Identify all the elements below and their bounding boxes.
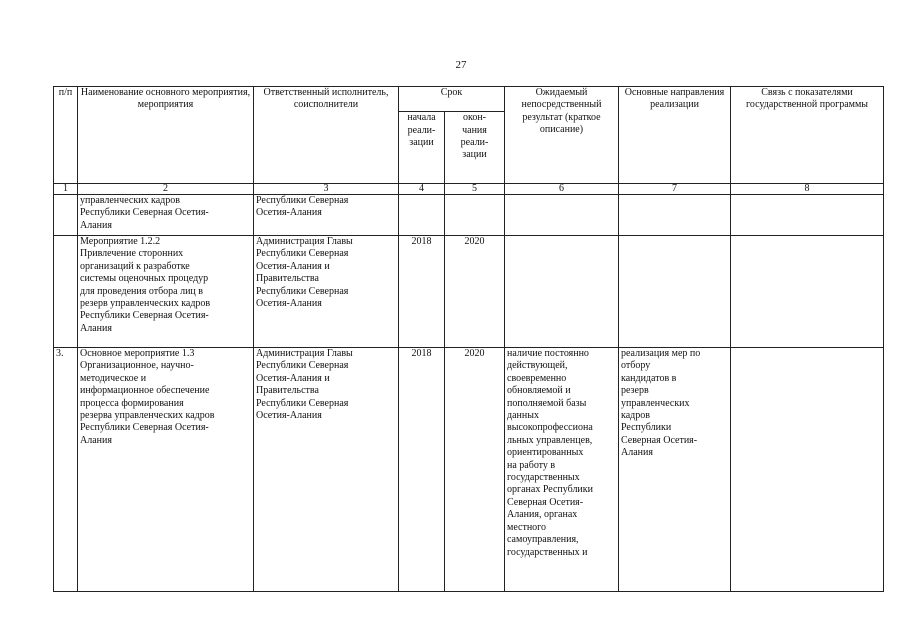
row-directions: реализация мер по отбору кандидатов в резерв управленческих кадров Республики Северная Осетия- Алания [619, 348, 731, 592]
row-directions [619, 236, 731, 348]
column-number: 6 [505, 184, 619, 195]
header-result: Ожидаемый непосредственный результат (краткое описание) [505, 87, 619, 184]
row-end: 2020 [445, 348, 505, 592]
row-responsible: Республики Северная Осетия-Алания [254, 195, 399, 236]
row-start: 2018 [399, 348, 445, 592]
header-name: Наименование основного мероприятия, мероприятия [78, 87, 254, 184]
row-name: управленческих кадров Республики Северная Осетия- Алания [78, 195, 254, 236]
column-number: 8 [731, 184, 884, 195]
row-responsible: Администрация Главы Республики Северная Осетия-Алания и Правительства Республики Северная Осетия-Алания [254, 348, 399, 592]
column-number: 7 [619, 184, 731, 195]
measures-table [53, 86, 884, 592]
header-directions: Основные направления реализации [619, 87, 731, 184]
column-number: 3 [254, 184, 399, 195]
header-term: Срок [399, 87, 505, 112]
row-result: наличие постоянно действующей, своевременно обновляемой и пополняемой базы данных высокопрофессиона льных управленцев, ориентированных на работу в государственных органах Республики Северная Осетия- Алания, органах местного самоуправления, государственных и [505, 348, 619, 592]
table-row [54, 236, 884, 348]
row-responsible: Администрация Главы Республики Северная Осетия-Алания и Правительства Республики Северная Осетия-Алания [254, 236, 399, 348]
header-link: Связь с показателями государственной программы [731, 87, 884, 184]
column-number: 2 [78, 184, 254, 195]
header-pp: п/п [54, 87, 78, 184]
header-row-1 [54, 87, 884, 112]
row-pp [54, 195, 78, 236]
column-numbers-row [54, 184, 884, 195]
row-link [731, 236, 884, 348]
row-link [731, 348, 884, 592]
row-directions [619, 195, 731, 236]
row-end: 2020 [445, 236, 505, 348]
column-number: 5 [445, 184, 505, 195]
row-end [445, 195, 505, 236]
header-start: начала реали- зации [399, 112, 445, 184]
row-start [399, 195, 445, 236]
row-result [505, 195, 619, 236]
header-responsible: Ответственный исполнитель, соисполнители [254, 87, 399, 184]
row-link [731, 195, 884, 236]
row-result [505, 236, 619, 348]
column-number: 4 [399, 184, 445, 195]
row-name: Мероприятие 1.2.2 Привлечение сторонних организаций к разработке системы оценочных процедур для проведения отбора лиц в резерв управленческих кадров Республики Северная Осетия- Алания [78, 236, 254, 348]
table-row [54, 195, 884, 236]
header-end: окон- чания реали- зации [445, 112, 505, 184]
column-number: 1 [54, 184, 78, 195]
row-pp: 3. [54, 348, 78, 592]
row-pp [54, 236, 78, 348]
row-start: 2018 [399, 236, 445, 348]
row-name: Основное мероприятие 1.3 Организационное, научно- методическое и информационное обеспечение процесса формирования резерва управленческих кадров Республики Северная Осетия- Алания [78, 348, 254, 592]
page-number: 27 [455, 59, 467, 71]
table-row [54, 348, 884, 592]
